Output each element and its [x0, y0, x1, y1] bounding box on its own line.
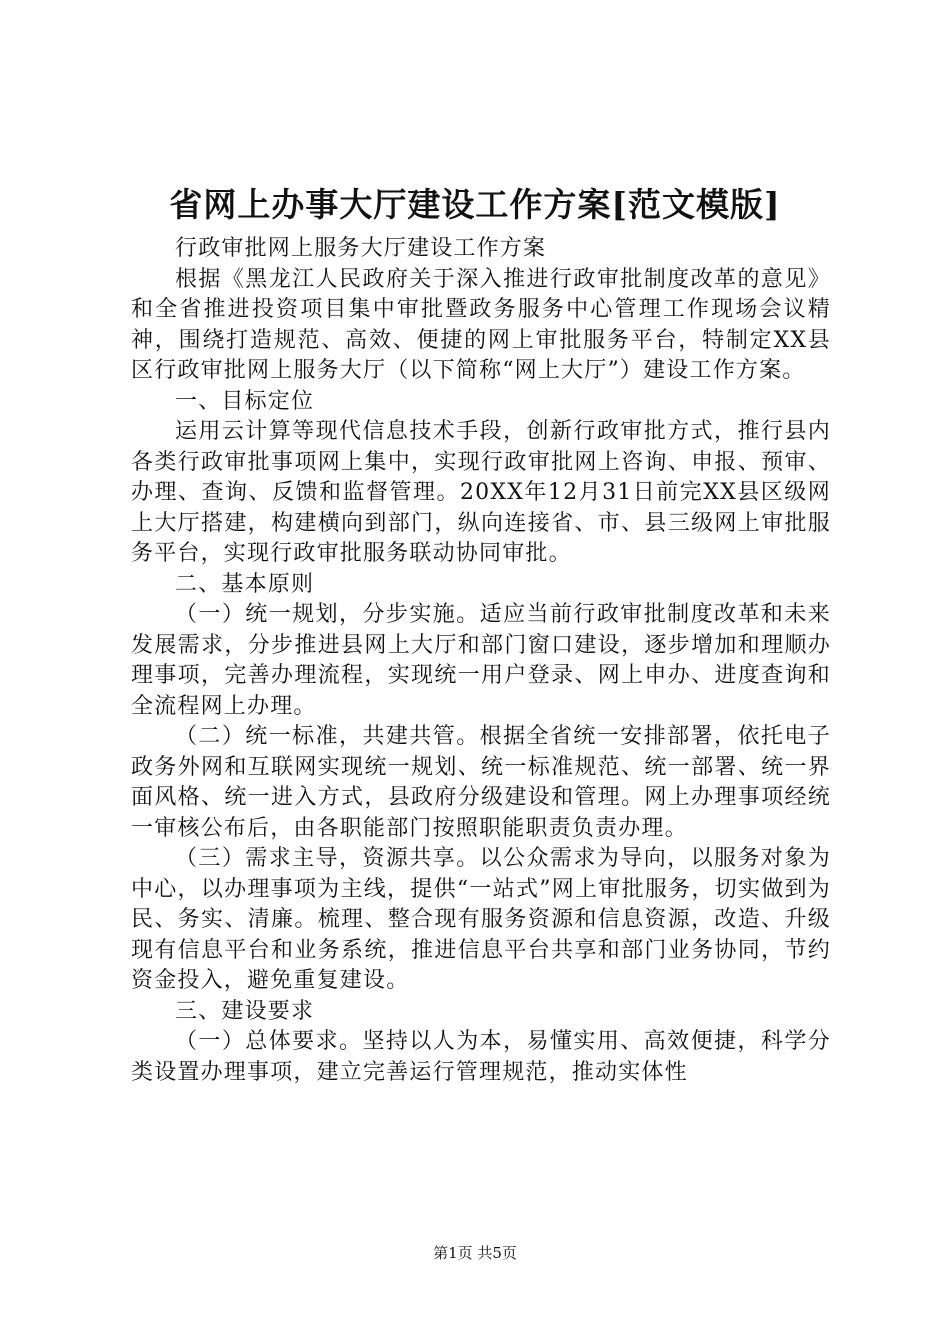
- paragraph-subtitle: 行政审批网上服务大厅建设工作方案: [175, 236, 547, 261]
- paragraph-intro: 根据《黑龙江人民政府关于深入推进行政审批制度改革的意见》和全省推进投资项目集中审批暨政务服务中心管理工作现场会议精神，围绕打造规范、高效、便捷的网上审批服务平台，特制定XX县区行政审批网上服务大厅（以下简称“网上大厅”）建设工作方案。: [131, 266, 831, 383]
- paragraph-principle-2: （二）统一标准，共建共管。根据全省统一安排部署，依托电子政务外网和互联网实现统一规划、统一标准规范、统一部署、统一界面风格、统一进入方式，县政府分级建设和管理。网上办理事项经统一审核公布后，由各职能部门按照职能职责负责办理。: [131, 724, 831, 841]
- document-title: 省网上办事大厅建设工作方案[范文模版]: [169, 185, 781, 224]
- paragraph-goal: 运用云计算等现代信息技术手段，创新行政审批方式，推行县内各类行政审批事项网上集中，实现行政审批网上咨询、申报、预审、办理、查询、反馈和监督管理。20XX年12月31日前完XX县区级网上大厅搭建，构建横向到部门，纵向连接省、市、县三级网上审批服务平台，实现行政审批服务联动协同审批。: [131, 419, 831, 566]
- section-heading-goal: 一、目标定位: [175, 388, 315, 414]
- section-heading-principles: 二、基本原则: [175, 571, 315, 597]
- paragraph-requirement-1: （一）总体要求。坚持以人为本，易懂实用、高效便捷，科学分类设置办理事项，建立完善运行管理规范，推动实体性: [131, 1029, 831, 1085]
- paragraph-principle-1: （一）统一规划，分步实施。适应当前行政审批制度改革和未来发展需求，分步推进县网上大厅和部门窗口建设，逐步增加和理顺办理事项，完善办理流程，实现统一用户登录、网上申办、进度查询和全流程网上办理。: [131, 602, 831, 719]
- section-heading-requirements: 三、建设要求: [175, 998, 315, 1024]
- paragraph-principle-3: （三）需求主导，资源共享。以公众需求为导向，以服务对象为中心，以办理事项为主线，提供“一站式”网上审批服务，切实做到为民、务实、清廉。梳理、整合现有服务资源和信息资源，改造、升级现有信息平台和业务系统，推进信息平台共享和部门业务协同，节约资金投入，避免重复建设。: [131, 846, 831, 993]
- document-body: [131, 234, 831, 1088]
- page-number-footer: 第1页 共5页: [433, 1244, 517, 1262]
